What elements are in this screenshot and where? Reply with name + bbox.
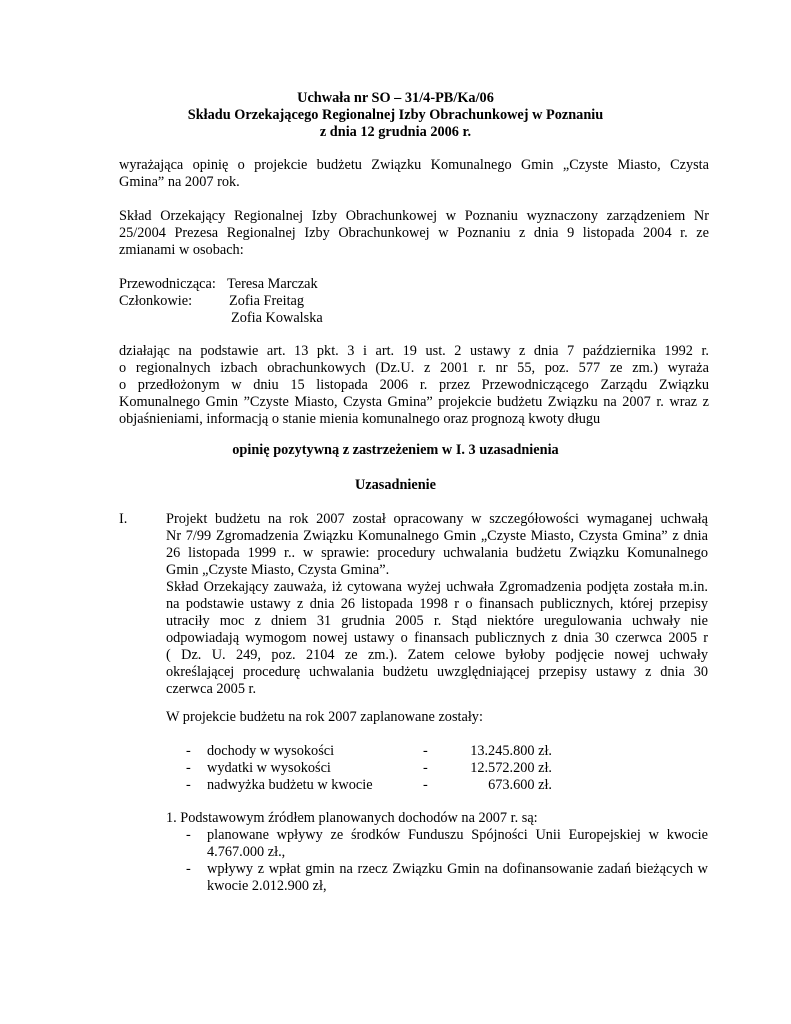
budget-item-amount: 13.245.800 zł. [470,743,552,759]
section-line: ( Dz. U. 249, poz. 2104 ze zm.). Zatem celowe byłoby podjęcie nowej uchwały [166,647,708,663]
members-label: Członkowie: [119,293,193,309]
income-sources-title: 1. Podstawowym źródłem planowanych dochodów na 2007 r. są: [166,810,538,826]
section-line: 26 listopada 1999 r.. w sprawie: procedury uchwalania budżetu Związku Komunalnego [166,545,708,561]
section-line: Nr 7/99 Zgromadzenia Związku Komunalnego Gmin „Czyste Miasto, Czysta Gmina” z dnia [166,528,708,544]
income-source-line: kwocie 2.012.900 zł, [207,878,327,894]
issuing-body: Składu Orzekającego Regionalnej Izby Obrachunkowej w Poznaniu [187,107,604,123]
budget-item-amount: 673.600 zł. [488,777,552,793]
member-name: Zofia Freitag [229,293,305,309]
list-bullet: - [186,861,191,877]
section-line: Projekt budżetu na rok 2007 został opracowany w szczegółowości wymaganej uchwałą [166,511,708,527]
composition-line: 25/2004 Prezesa Regionalnej Izby Obrachunkowej w Poznaniu z dnia 9 listopada 2004 r. ze [119,225,709,241]
justification-heading: Uzasadnienie [354,477,437,493]
income-source-item [207,827,708,861]
section-line: utraciły moc z dniem 31 grudnia 2005 r. Stąd niektóre uregulowania uchwały nie [166,613,708,629]
legal-line: o regionalnych izbach obrachunkowych (Dz.U. z 2001 r. nr 55, poz. 577 ze zm.) wyraża [119,360,709,376]
resolution-number: Uchwała nr SO – 31/4-PB/Ka/06 [297,90,494,106]
legal-line: o przedłożonym w dniu 15 listopada 2006 r. przez Przewodniczącego Zarządu Związku [119,377,709,393]
budget-item-dash: - [423,760,428,776]
composition-line: Skład Orzekający Regionalnej Izby Obrachunkowej w Poznaniu wyznaczony zarządzeniem Nr [119,208,709,224]
legal-basis-paragraph [119,343,709,428]
planned-intro: W projekcie budżetu na rok 2007 zaplanowane zostały: [166,709,483,725]
list-bullet: - [186,743,191,759]
income-source-item [207,861,708,895]
section-1-text [166,511,708,698]
section-line: na podstawie ustawy z dnia 26 listopada 1998 r o finansach publicznych, której przepisy [166,596,708,612]
budget-item-amount: 12.572.200 zł. [470,760,552,776]
section-number: I. [119,511,128,527]
budget-item-label: wydatki w wysokości [207,760,331,776]
composition-paragraph [119,208,709,259]
income-source-line: 4.767.000 zł., [207,844,286,860]
legal-line: Komunalnego Gmin ”Czyste Miasto, Czysta Gmina” projekcie budżetu Związku na 2007 r. wraz z [119,394,709,410]
budget-item-label: dochody w wysokości [207,743,335,759]
chair-label: Przewodnicząca: [119,276,216,292]
income-source-line: planowane wpływy ze środków Funduszu Spójności Unii Europejskiej w kwocie [207,827,708,843]
member-name: Zofia Kowalska [231,310,323,326]
intro-paragraph [119,157,709,191]
section-line: odpowiadają wymogom nowej ustawy o finansach publicznych z dnia 30 czerwca 2005 r [166,630,708,646]
resolution-date: z dnia 12 grudnia 2006 r. [319,124,472,140]
section-line: Skład Orzekający zauważa, iż cytowana wyżej uchwała Zgromadzenia podjęta została m.in. [166,579,708,595]
chair-name: Teresa Marczak [227,276,318,292]
composition-line: zmianami w osobach: [119,242,244,258]
section-line: określającej procedurę uchwalania budżetu uwzględniającej przepisy ustawy z dnia 30 [166,664,708,680]
intro-line: Gmina” na 2007 rok. [119,174,240,190]
legal-line: objaśnieniami, informacją o stanie mienia komunalnego oraz prognozą kwoty długu [119,411,601,427]
legal-line: działając na podstawie art. 13 pkt. 3 i art. 19 ust. 2 ustawy z dnia 7 października 1992 r. [119,343,709,359]
list-bullet: - [186,827,191,843]
budget-item-dash: - [423,777,428,793]
section-line: Gmin „Czyste Miasto, Czysta Gmina”. [166,562,390,578]
income-source-line: wpływy z wpłat gmin na rzecz Związku Gmin na dofinansowanie zadań bieżących w [207,861,708,877]
budget-item-dash: - [423,743,428,759]
list-bullet: - [186,777,191,793]
intro-line: wyrażająca opinię o projekcie budżetu Związku Komunalnego Gmin „Czyste Miasto, Czysta [119,157,709,173]
section-line: czerwca 2005 r. [166,681,257,697]
opinion-statement: opinię pozytywną z zastrzeżeniem w I. 3 uzasadnienia [232,442,559,458]
list-bullet: - [186,760,191,776]
budget-item-label: nadwyżka budżetu w kwocie [207,777,373,793]
